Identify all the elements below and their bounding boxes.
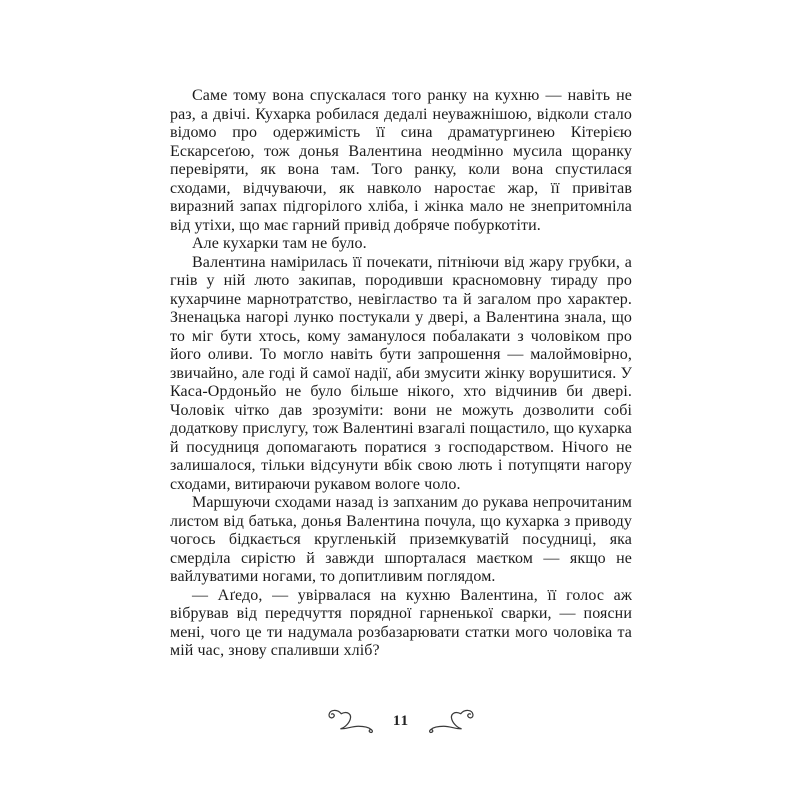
page-footer — [170, 708, 632, 734]
flourish-left-icon — [325, 708, 377, 734]
paragraph: Саме тому вона спускалася того ранку на кухню — навіть не раз, а двічі. Кухарка робилася дедалі неуважнішою, відколи стало відомо про одержимість її сина драматургинею Кітерією Ескарсеґою, тож донья Валентина неодмінно мусила щоранку перевіряти, як вона там. Того ранку, коли вона спустилася сходами, відчуваючи, як навколо наростає жар, її привітав виразний запах підгорілого хліба, і жінка мало не знепритомніла від утіхи, що має гарний привід добряче побуркотіти. — [170, 87, 632, 234]
paragraph: — Аґедо, — увірвалася на кухню Валентина, її голос аж вібрував від передчуття порядної гарненької сварки, — поясни мені, чого це ти надумала розбазарювати статки мого чоловіка та мій час, знову спаливши хліб? — [170, 586, 632, 659]
page-number: 11 — [392, 712, 410, 729]
paragraph: Валентина намірилась її почекати, пітніючи від жару грубки, а гнів у ній люто закипав, породивши красномовну тираду про кухарчине марнотратство, невігластво та й загалом про характер. Зненацька нагорі лунко постукали у двері, а Валентина знала, що то міг бути хтось, кому заманулося побалакати з чоловіком про його оливи. То могло навіть бути запрошення — малоймовірно, звичайно, але годі й самої надії, аби змусити жінку ворушитися. У Каса-Ордоньйо не було більше нікого, хто відчинив би двері. Чоловік чітко дав зрозуміти: вони не можуть дозволити собі додаткову прислугу, тож Валентині взагалі пощастило, що кухарка й посудниця допомагають поратися з господарством. Нічого не залишалося, тільки відсунути вбік свою лють і потупцяти нагору сходами, витираючи рукавом вологе чоло. — [170, 253, 632, 493]
paragraph: Але кухарки там не було. — [192, 235, 367, 252]
flourish-right-icon — [425, 708, 477, 734]
paragraph: Маршуючи сходами назад із запханим до рукава непрочитаним листом від батька, донья Валентина почула, що кухарка з приводу чогось бідкається кругленькій приземкуватій посудниці, яка смерділа сирістю й завжди шпорталася маєтком — якщо не вайлуватими ногами, то допитливим поглядом. — [170, 494, 632, 585]
body-text — [170, 87, 632, 661]
